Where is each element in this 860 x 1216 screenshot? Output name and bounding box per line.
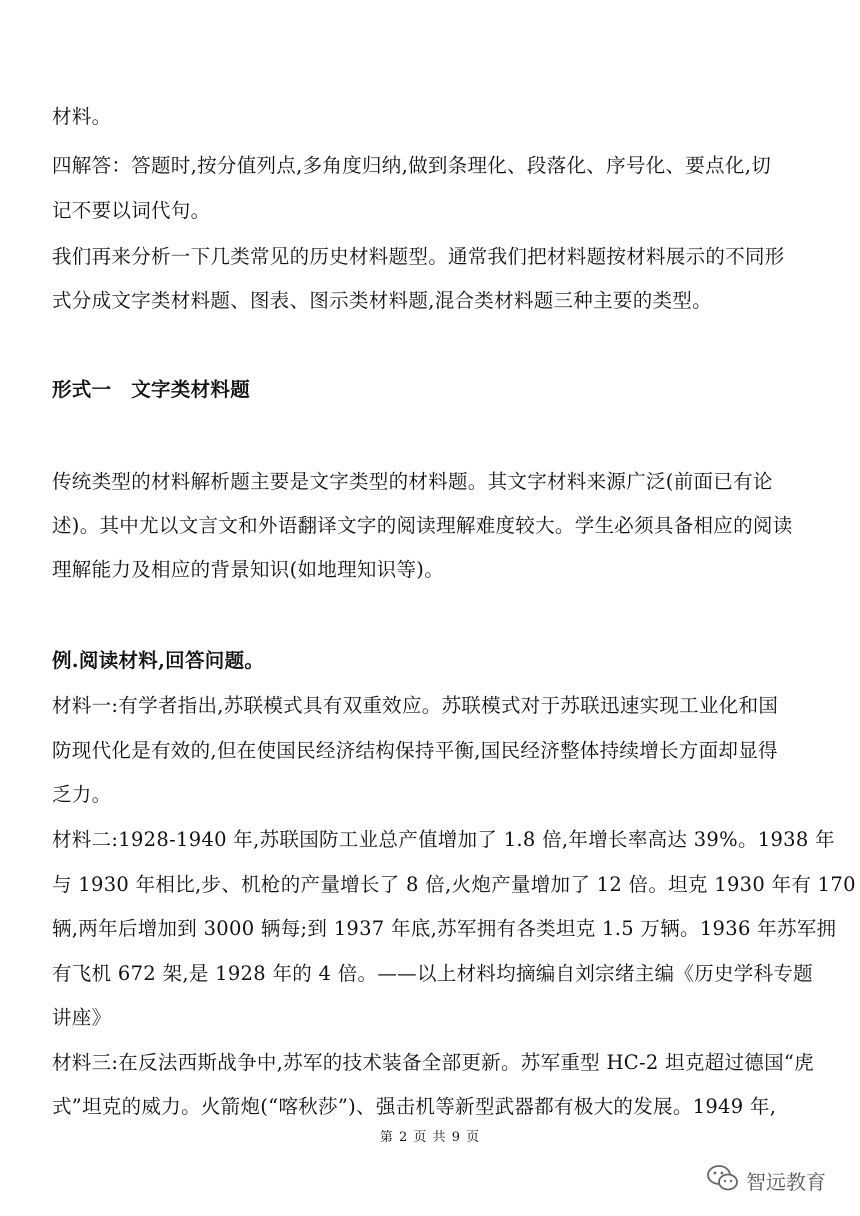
watermark bbox=[706, 1160, 826, 1200]
text-line: 辆,两年后增加到 3000 辆每;到 1937 年底,苏军拥有各类坦克 1.5 万辆。1936 年苏军拥 bbox=[52, 917, 837, 940]
text-line: 材料三:在反法西斯战争中,苏军的技术装备全部更新。苏军重型 HC-2 坦克超过德国“虎 bbox=[52, 1051, 814, 1074]
wechat-icon bbox=[706, 1163, 740, 1198]
page-number: 第 2 页 共 9 页 bbox=[379, 1130, 481, 1145]
text-line: 防现代化是有效的,但在使国民经济结构保持平衡,国民经济整体持续增长方面却显得 bbox=[52, 739, 778, 762]
text-line: 述)。其中尤以文言文和外语翻译文字的阅读理解难度较大。学生必须具备相应的阅读 bbox=[52, 514, 793, 537]
example-heading: 例.阅读材料,回答问题。 bbox=[52, 649, 265, 672]
text-line: 材料二:1928-1940 年,苏联国防工业总产值增加了 1.8 倍,年增长率高达 39%。1938 年 bbox=[52, 828, 835, 851]
text-line: 记不要以词代句。 bbox=[52, 199, 211, 222]
text-line: 讲座》 bbox=[52, 1006, 112, 1029]
text-line: 与 1930 年相比,步、机枪的产量增长了 8 倍,火炮产量增加了 12 倍。坦克 1930 年有 170 bbox=[52, 873, 856, 896]
text-line: 材料。 bbox=[52, 105, 112, 128]
text-line: 乏力。 bbox=[52, 783, 112, 806]
text-line: 式分成文字类材料题、图表、图示类材料题,混合类材料题三种主要的类型。 bbox=[52, 289, 712, 312]
text-line: 四解答：答题时,按分值列点,多角度归纳,做到条理化、段落化、序号化、要点化,切 bbox=[52, 154, 771, 177]
section-heading: 形式一 文字类材料题 bbox=[52, 378, 251, 401]
text-line: 材料一:有学者指出,苏联模式具有双重效应。苏联模式对于苏联迅速实现工业化和国 bbox=[52, 694, 779, 717]
text-line: 理解能力及相应的背景知识(如地理知识等)。 bbox=[52, 558, 445, 581]
watermark-text: 智远教育 bbox=[746, 1169, 826, 1194]
text-line: 有飞机 672 架,是 1928 年的 4 倍。——以上材料均摘编自刘宗绪主编《历史学科专题 bbox=[52, 962, 813, 985]
text-line: 式”坦克的威力。火箭炮(“喀秋莎”)、强击机等新型武器都有极大的发展。1949 年, bbox=[52, 1095, 777, 1118]
text-line: 传统类型的材料解析题主要是文字类型的材料题。其文字材料来源广泛(前面已有论 bbox=[52, 470, 773, 493]
text-line: 我们再来分析一下几类常见的历史材料题型。通常我们把材料题按材料展示的不同形 bbox=[52, 245, 785, 268]
